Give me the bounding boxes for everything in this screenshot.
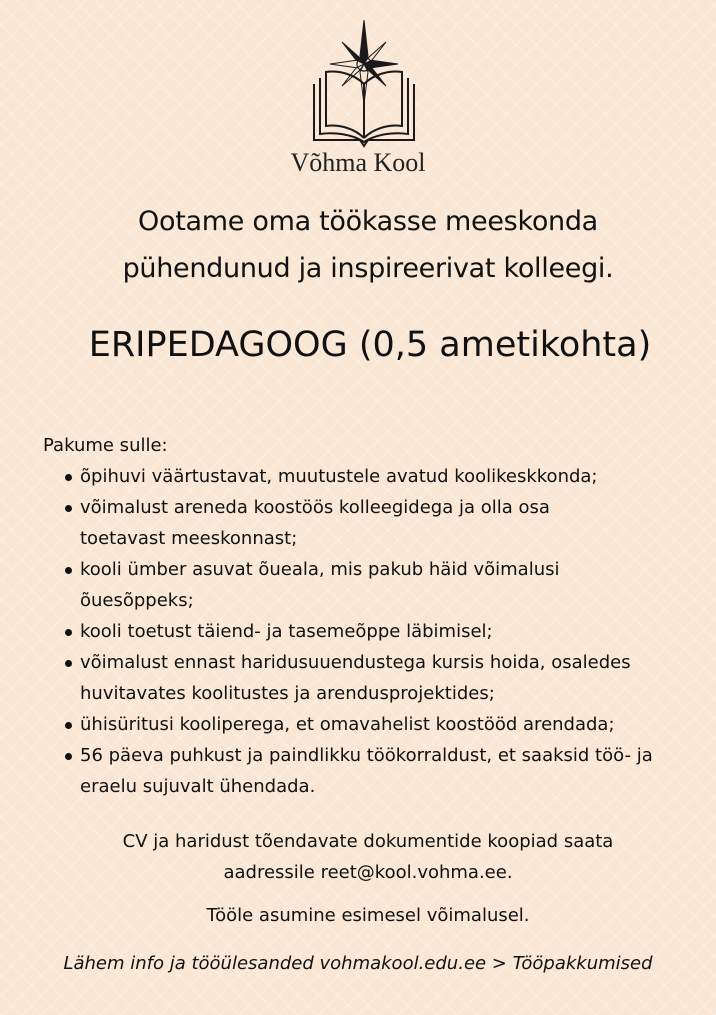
headline-line-1: Ootame oma töökasse meeskonda [138,206,598,237]
offer-item: võimalust ennast haridusuuendustega kursis hoida, osaledes huvitavates koolitustes ja arendusprojektides; [43,647,690,709]
start-date-note: Tööle asumine esimesel võimalusel. [206,905,530,926]
open-book-icon [314,72,414,147]
headline [0,198,716,292]
position-title: ERIPEDAGOOG (0,5 ametikohta) [88,325,652,365]
offer-item: võimalust areneda koostöös kolleegidega ja olla osa toetavast meeskonnast; [43,492,620,554]
offer-list [43,461,703,802]
offer-item: õpihuvi väärtustavat, muutustele avatud koolikeskkonda; [43,461,703,492]
offer-item: kooli toetust täiend- ja tasemeõppe läbimisel; [43,616,703,647]
offer-section [43,430,703,802]
application-line-1: CV ja haridust tõendavate dokumentide koopiad saata [122,831,614,852]
school-name: Võhma Kool [290,148,426,177]
more-info-link[interactable]: Lähem info ja tööülesanded vohmakool.edu.ee > Tööpakkumised [63,953,653,974]
headline-line-2: pühendunud ja inspireerivat kolleegi. [122,253,614,284]
offer-intro: Pakume sulle: [43,435,168,456]
offer-item: ühisüritusi kooliperega, et omavahelist koostööd arendada; [43,709,703,740]
offer-item: kooli ümber asuvat õueala, mis pakub häid võimalusi õuesõppeks; [43,554,640,616]
application-line-2: aadressile reet@kool.vohma.ee. [223,862,513,883]
application-instructions [0,826,716,888]
offer-item: 56 päeva puhkust ja paindlikku töökorraldust, et saaksid töö- ja eraelu sujuvalt ühendada. [43,740,703,802]
school-logo [310,20,418,148]
